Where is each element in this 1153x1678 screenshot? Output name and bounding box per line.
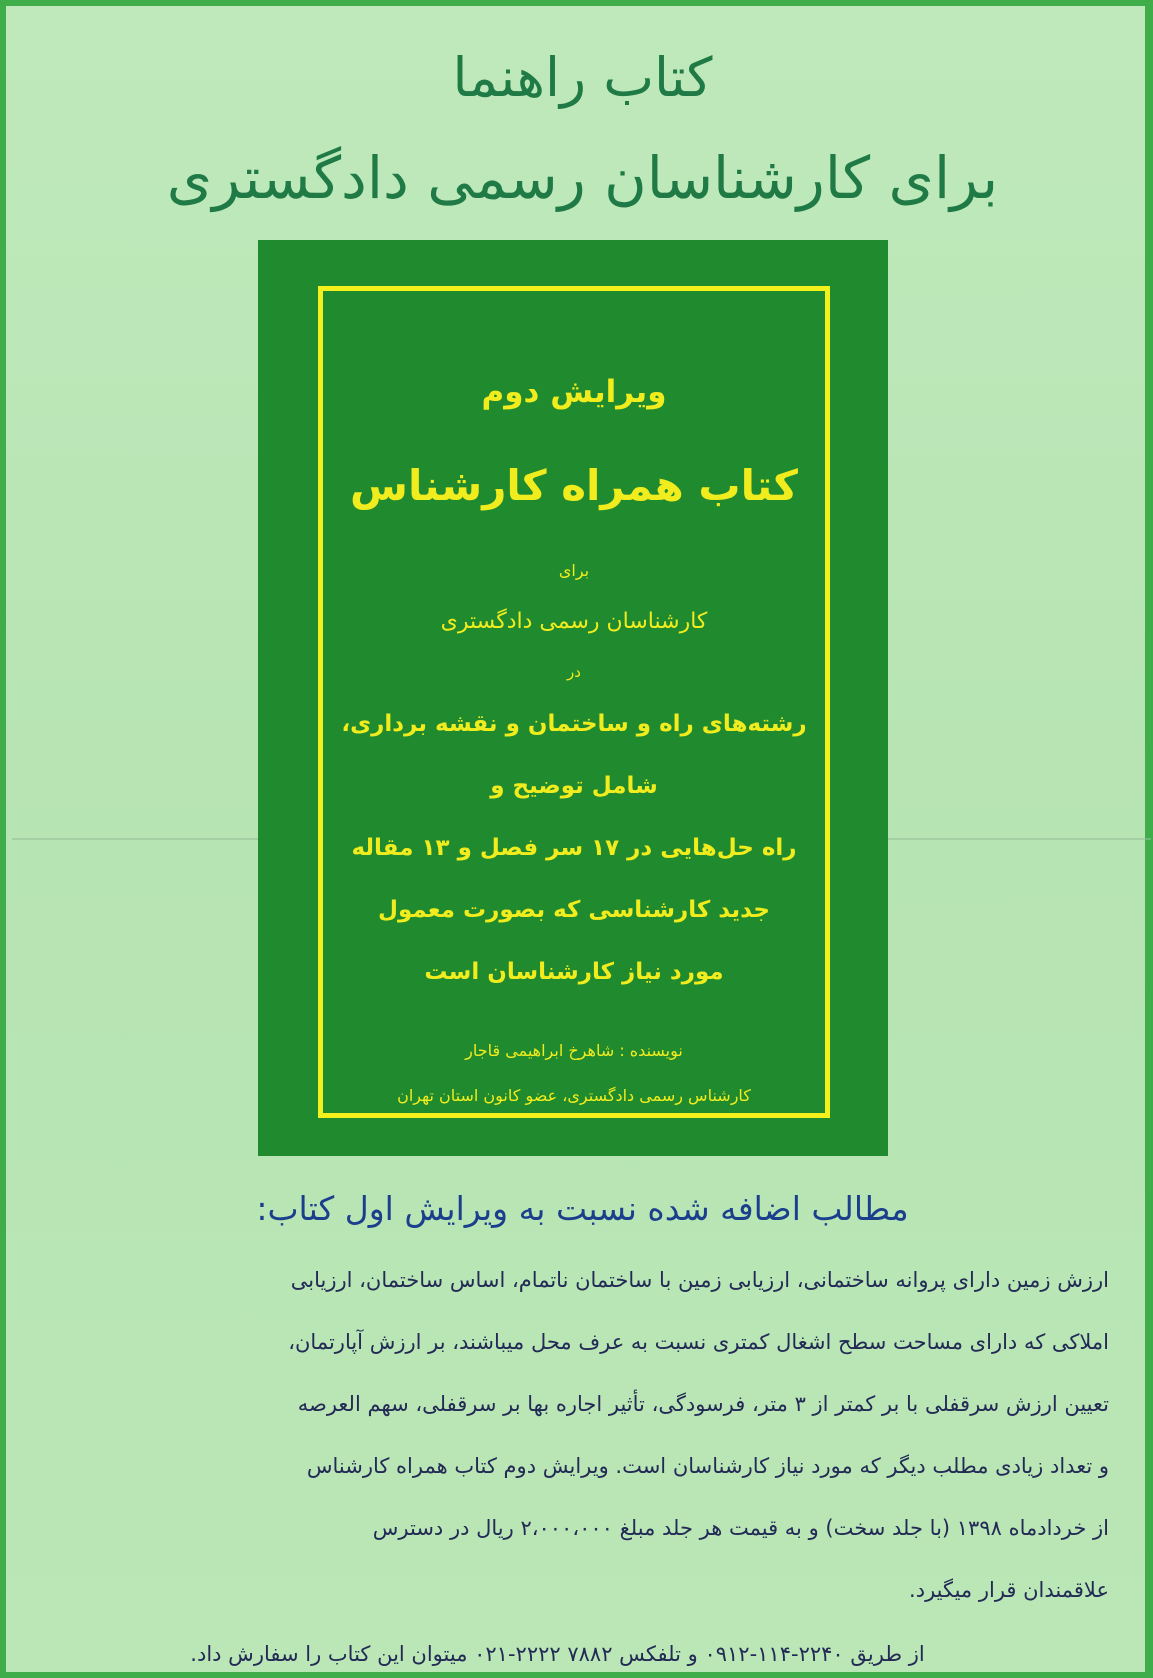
section-heading: مطالب اضافه شده نسبت به ویرایش اول کتاب: (256, 1189, 909, 1228)
cover-description-line: راه حل‌هایی در ۱۷ سر فصل و ۱۳ مقاله (351, 835, 797, 861)
cover-book-title: کتاب همراه کارشناس (350, 461, 798, 510)
cover-in: در (567, 663, 581, 681)
order-contact-line: از طریق ۲۲۴۰-۱۱۴-۰۹۱۲ و تلفکس ۷۸۸۲ ۲۲۲۲-۰۲۱ میتوان این کتاب را سفارش داد. (190, 1642, 925, 1666)
header-title-line-2: برای کارشناسان رسمی دادگستری (166, 144, 999, 212)
cover-edition: ویرایش دوم (481, 374, 667, 410)
cover-for: برای (558, 561, 590, 580)
book-cover (258, 240, 888, 1156)
body-text-line: و تعداد زیادی مطلب دیگر که مورد نیاز کارشناسان است. ویرایش دوم کتاب همراه کارشناس (306, 1454, 1109, 1478)
body-text-line: علاقمندان قرار میگیرد. (909, 1578, 1109, 1602)
body-text-line: ارزش زمین دارای پروانه ساختمانی، ارزیابی زمین با ساختمان ناتمام، اساس ساختمان، ارزیابی (290, 1268, 1109, 1292)
cover-affiliation: کارشناس رسمی دادگستری، عضو کانون استان تهران (397, 1086, 751, 1105)
body-text-line: از خردادماه ۱۳۹۸ (با جلد سخت) و به قیمت هر جلد مبلغ ۲،۰۰۰،۰۰۰ ریال در دسترس (372, 1516, 1109, 1540)
cover-description-line: شامل توضیح و (490, 773, 658, 799)
cover-description-line: رشته‌های راه و ساختمان و نقشه برداری، (341, 711, 807, 737)
cover-description-line: مورد نیاز کارشناسان است (424, 959, 724, 985)
header-title-line-1: کتاب راهنما (452, 46, 713, 109)
book-cover-frame (318, 286, 830, 1118)
cover-description-line: جدید کارشناسی که بصورت معمول (377, 897, 770, 923)
body-text-line: تعیین ارزش سرقفلی با بر کمتر از ۳ متر، فرسودگی، تأثیر اجاره بها بر سرقفلی، سهم العرصه (297, 1392, 1109, 1416)
cover-author: نویسنده : شاهرخ ابراهیمی قاجار (465, 1041, 683, 1060)
cover-audience: کارشناسان رسمی دادگستری (440, 609, 708, 634)
body-text-line: املاکی که دارای مساحت سطح اشغال کمتری نسبت به عرف محل میباشند، بر ارزش آپارتمان، (288, 1330, 1109, 1354)
